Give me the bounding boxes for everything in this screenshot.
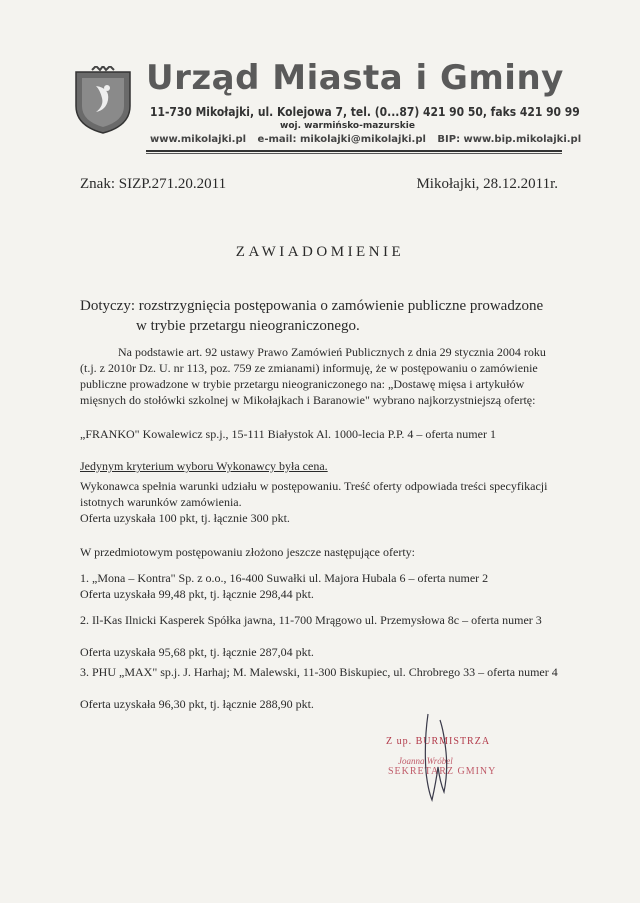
letterhead-title: Urząd Miasta i Gminy (146, 58, 564, 98)
winner-score: Oferta uzyskała 100 pkt, tj. łącznie 300 pkt. (80, 511, 290, 525)
stamp-authority: Z up. BURMISTRZA (386, 736, 491, 747)
letterhead-bip-link[interactable]: BIP: www.bip.mikolajki.pl (437, 134, 582, 145)
offer-item: 1. „Mona – Kontra" Sp. z o.o., 16-400 Suwałki ul. Majora Hubala 6 – oferta numer 2 (80, 571, 489, 585)
offer-score: Oferta uzyskała 95,68 pkt, tj. łącznie 287,04 pkt. (80, 645, 314, 659)
offer-item: 3. PHU „MAX" sp.j. J. Harhaj; M. Malewski, 11-300 Biskupiec, ul. Chrobrego 33 – oferta numer 4 (80, 665, 558, 679)
letterhead-region: woj. warmińsko-mazurskie (280, 121, 415, 131)
stamp-title: SEKRETARZ GMINY (388, 766, 497, 777)
document-date: Mikołajki, 28.12.2011r. (416, 176, 558, 192)
subject-line-2: w trybie przetargu nieograniczonego. (136, 318, 360, 334)
document-heading: ZAWIADOMIENIE (235, 244, 405, 260)
letterhead-email-link[interactable]: e-mail: mikolajki@mikolajki.pl (257, 134, 426, 145)
letterhead-divider (146, 150, 562, 152)
winner-description: Wykonawca spełnia warunki udziału w postępowaniu. Treść oferty odpowiada treści specyfikacji istotnych warunków zamówienia. (80, 479, 548, 509)
letterhead-address: 11-730 Mikołajki, ul. Kolejowa 7, tel. (0...87) 421 90 50, faks 421 90 99 (150, 104, 580, 119)
coat-of-arms-icon (74, 66, 132, 134)
subject-block (80, 296, 543, 336)
winning-offer: „FRANKO" Kowalewicz sp.j., 15-111 Białystok Al. 1000-lecia P.P. 4 – oferta numer 1 (80, 427, 496, 441)
offer-score: Oferta uzyskała 99,48 pkt, tj. łącznie 298,44 pkt. (80, 587, 314, 601)
letterhead-divider-thin (146, 153, 562, 154)
offer-score: Oferta uzyskała 96,30 pkt, tj. łącznie 288,90 pkt. (80, 697, 314, 711)
subject-line-1: Dotyczy: rozstrzygnięcia postępowania o zamówienie publiczne prowadzone (80, 298, 544, 314)
letterhead-contacts (150, 134, 582, 145)
stamp-signatory-name: Joanna Wróbel (398, 756, 453, 766)
handwritten-signature-icon (410, 712, 460, 802)
letterhead-www-link[interactable]: www.mikolajki.pl (150, 134, 247, 145)
reference-number: Znak: SIZP.271.20.2011 (80, 176, 227, 192)
intro-paragraph: Na podstawie art. 92 ustawy Prawo Zamówień Publicznych z dnia 29 stycznia 2004 roku (t.j. z 2010r Dz. U. nr 113, poz. 759 ze zmianami) informuję, że w postępowaniu o zamówienie publiczne prowadzone w trybie przetargu nieograniczonego na: „Dostawę mięsa i artykułów mięsnych do stołówki szkolnej w Mikołajkach i Baranowie" wybrano najkorzystniejszą ofertę: (80, 345, 546, 407)
selection-criterion: Jedynym kryterium wyboru Wykonawcy była cena. (80, 459, 328, 473)
other-offers-intro: W przedmiotowym postępowaniu złożono jeszcze następujące oferty: (80, 545, 415, 559)
offer-item: 2. Il-Kas Ilnicki Kasperek Spółka jawna, 11-700 Mrągowo ul. Przemysłowa 8c – oferta numer 3 (80, 613, 542, 627)
